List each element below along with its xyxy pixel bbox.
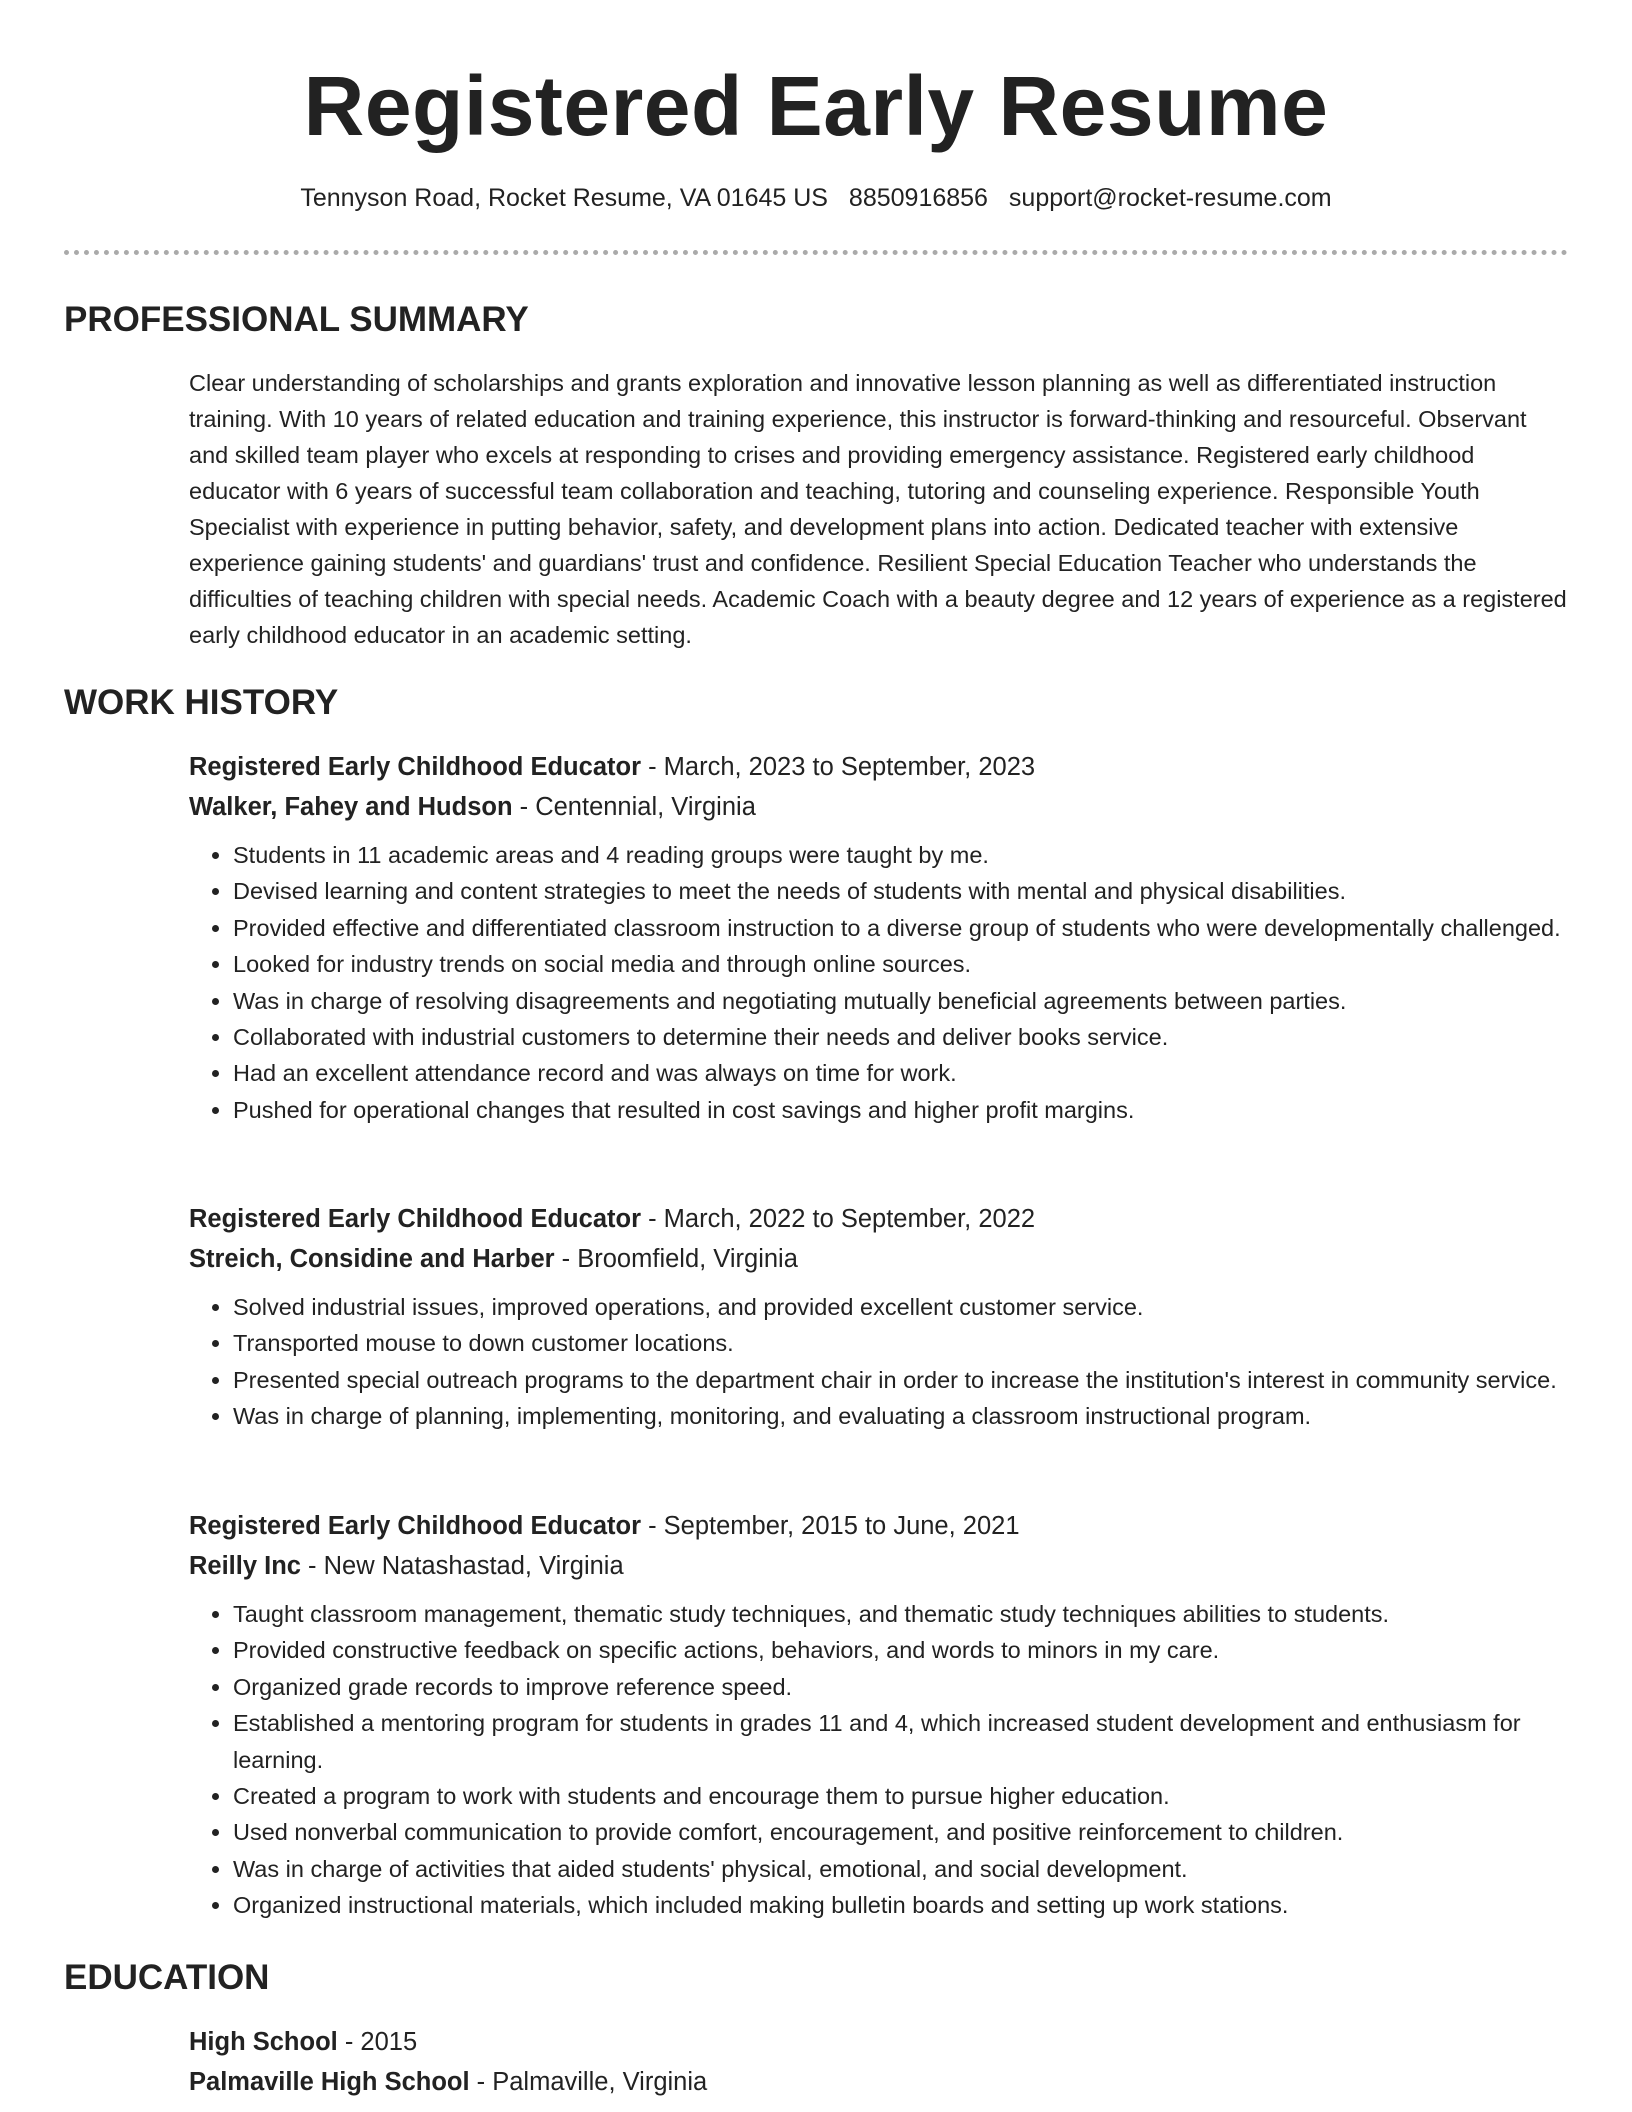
job-title-line (189, 1199, 1569, 1239)
job-role: Registered Early Childhood Educator (189, 1512, 641, 1540)
list-item: • Provided effective and differentiated classroom instruction to a diverse group of students who were developmentally challenged. (233, 910, 1569, 946)
contact-email[interactable]: support@rocket-resume.com (1008, 184, 1332, 212)
list-item: • Organized grade records to improve reference speed. (233, 1669, 1569, 1705)
list-item: • Presented special outreach programs to the department chair in order to increase the institution's interest in community service. (233, 1362, 1569, 1398)
job-title-line (189, 747, 1569, 787)
education-location: - Palmaville, Virginia (469, 2068, 708, 2096)
job-role: Registered Early Childhood Educator (189, 753, 641, 781)
summary-text: Clear understanding of scholarships and grants exploration and innovative lesson planning as well as differentiated instruction training. With 10 years of related education and training experience, this instructor is forward-thinking and resourceful. Observant and skilled team player who excels at responding to crises and providing emergency assistance. Registered early childhood educator with 6 years of successful team collaboration and teaching, tutoring and counseling experience. Responsible Youth Specialist with experience in putting behavior, safety, and development plans into action. Dedicated teacher with extensive experience gaining students' and guardians' trust and confidence. Resilient Special Education Teacher who understands the difficulties of teaching children with special needs. Academic Coach with a beauty degree and 12 years of experience as a registered early childhood educator in an academic setting. (189, 370, 1567, 648)
resume-name: Registered Early Resume (303, 59, 1329, 153)
list-item: • Provided constructive feedback on specific actions, behaviors, and words to minors in my care. (233, 1632, 1569, 1668)
list-item: • Organized instructional materials, which included making bulletin boards and setting up work stations. (233, 1887, 1569, 1923)
job-entry (189, 1199, 1569, 1435)
list-item: • Students in 11 academic areas and 4 reading groups were taught by me. (233, 837, 1569, 873)
education-degree: High School (189, 2028, 338, 2056)
list-item: • Collaborated with industrial customers to determine their needs and deliver books service. (233, 1019, 1569, 1055)
job-company-line (189, 787, 1569, 827)
job-bullets (189, 837, 1569, 1128)
job-dates: - September, 2015 to June, 2021 (641, 1512, 1020, 1540)
job-dates: - March, 2022 to September, 2022 (641, 1205, 1036, 1233)
list-item: • Established a mentoring program for students in grades 11 and 4, which increased student development and enthusiasm for learning. (233, 1705, 1569, 1778)
education-heading: EDUCATION (64, 1958, 270, 1997)
list-item: • Was in charge of activities that aided students' physical, emotional, and social development. (233, 1851, 1569, 1887)
list-item: • Taught classroom management, thematic study techniques, and thematic study techniques abilities to students. (233, 1596, 1569, 1632)
job-title-line (189, 1506, 1569, 1546)
job-entry (189, 1506, 1569, 1924)
education-degree-line (189, 2022, 1569, 2062)
education-year: - 2015 (337, 2028, 418, 2056)
header-divider (64, 250, 1568, 255)
list-item: • Devised learning and content strategies to meet the needs of students with mental and physical disabilities. (233, 873, 1569, 909)
education-school-line (189, 2062, 1569, 2102)
list-item: • Was in charge of planning, implementing, monitoring, and evaluating a classroom instructional program. (233, 1398, 1569, 1434)
list-item: • Pushed for operational changes that resulted in cost savings and higher profit margins. (233, 1092, 1569, 1128)
job-location: - Broomfield, Virginia (554, 1245, 798, 1273)
job-role: Registered Early Childhood Educator (189, 1205, 641, 1233)
work-history-heading: WORK HISTORY (64, 683, 339, 722)
list-item: • Looked for industry trends on social media and through online sources. (233, 946, 1569, 982)
job-location: - New Natashastad, Virginia (300, 1552, 624, 1580)
list-item: • Was in charge of resolving disagreements and negotiating mutually beneficial agreements between parties. (233, 983, 1569, 1019)
job-company-line (189, 1239, 1569, 1279)
education-school: Palmaville High School (189, 2068, 470, 2096)
job-company: Walker, Fahey and Hudson (189, 793, 513, 821)
job-entry (189, 747, 1569, 1128)
contact-address: Tennyson Road, Rocket Resume, VA 01645 US (300, 184, 828, 212)
list-item: • Transported mouse to down customer locations. (233, 1325, 1569, 1361)
job-company: Streich, Considine and Harber (189, 1245, 555, 1273)
job-company-line (189, 1546, 1569, 1586)
education-entry (189, 2022, 1569, 2102)
list-item: • Used nonverbal communication to provide comfort, encouragement, and positive reinforcement to children. (233, 1814, 1569, 1850)
list-item: • Created a program to work with students and encourage them to pursue higher education. (233, 1778, 1569, 1814)
summary-heading: PROFESSIONAL SUMMARY (64, 300, 529, 339)
job-company: Reilly Inc (189, 1552, 301, 1580)
job-location: - Centennial, Virginia (512, 793, 756, 821)
contact-line (0, 180, 1632, 216)
job-dates: - March, 2023 to September, 2023 (641, 753, 1036, 781)
contact-phone: 8850916856 (848, 184, 988, 212)
job-bullets (189, 1596, 1569, 1924)
job-bullets (189, 1289, 1569, 1435)
list-item: • Had an excellent attendance record and was always on time for work. (233, 1055, 1569, 1091)
list-item: • Solved industrial issues, improved operations, and provided excellent customer service. (233, 1289, 1569, 1325)
